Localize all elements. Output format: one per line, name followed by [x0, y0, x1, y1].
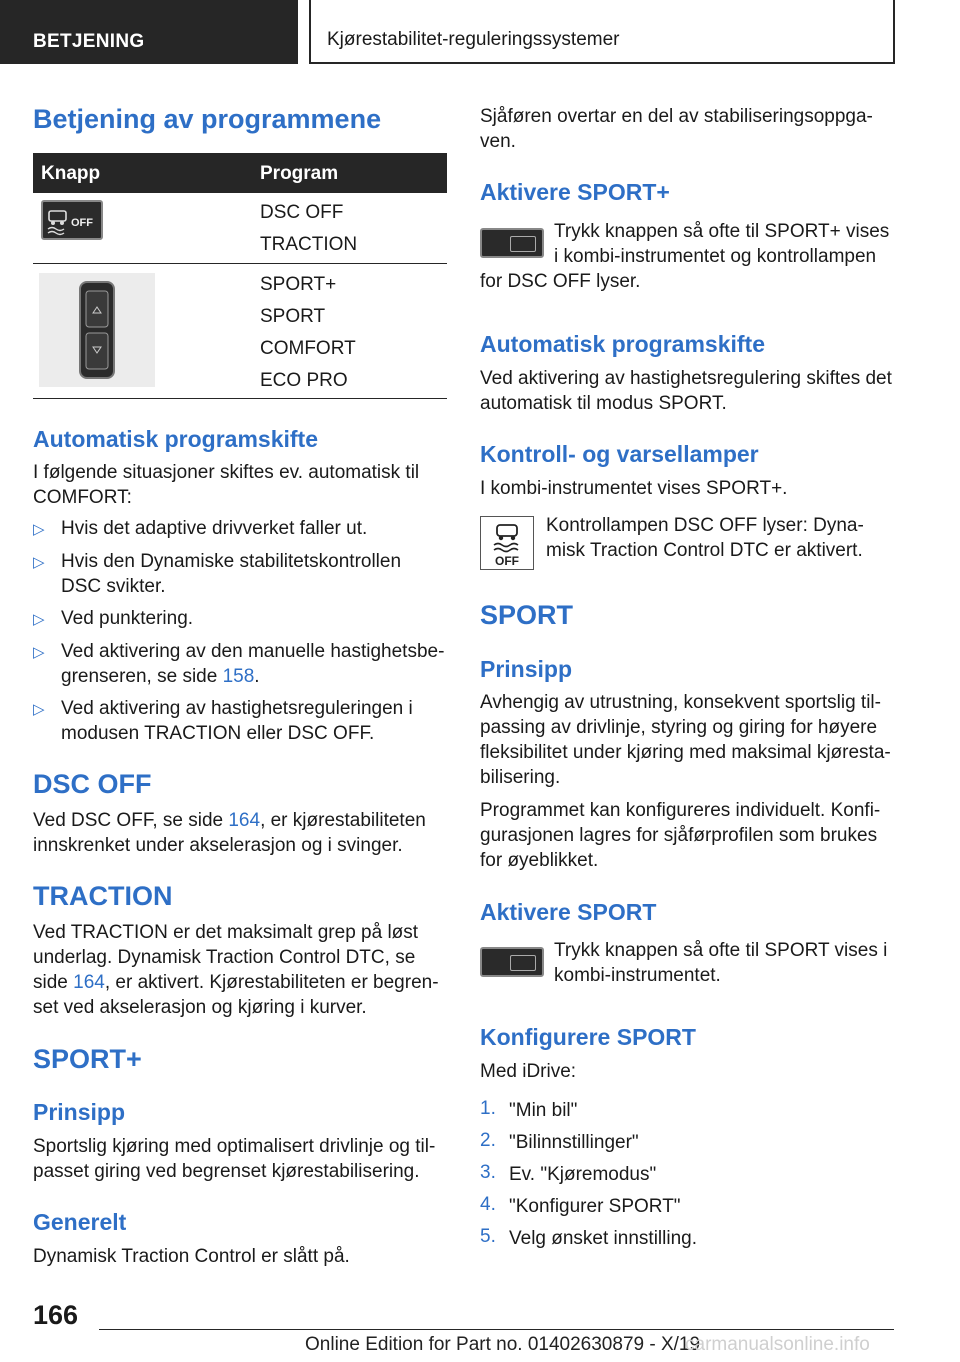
header-chapter: Kjørestabilitet-reguleringssystemer [309, 0, 895, 64]
list-item: Ved punktering. [61, 608, 194, 629]
auto-shift-intro-line2: COMFORT: [33, 487, 132, 508]
right-auto-shift-line2: automatisk til modus SPORT. [480, 393, 727, 414]
bullet-icon: ▷ [33, 554, 45, 571]
lamps-heading: Kontroll- og varsellamper [480, 441, 759, 467]
table-header-program: Program [260, 163, 339, 184]
sport-plus-general-line1: Dynamisk Traction Control er slått på. [33, 1246, 350, 1267]
dsc-off-text-line2: innskrenket under akselerasjon og i svinger. [33, 835, 403, 856]
footer-edition: Online Edition for Part no. 01402630879 - X/19 [305, 1334, 701, 1355]
sport-plus-general-heading: Generelt [33, 1209, 127, 1235]
rocker-switch-icon [79, 281, 115, 379]
page-number: 166 [33, 1300, 79, 1330]
list-item-continued: DSC svikter. [61, 576, 166, 597]
lamp-description-line2: misk Traction Control DTC er aktivert. [546, 540, 863, 561]
list-item: Ved aktivering av den manuelle hastighetsbe- [61, 641, 445, 662]
activate-sport-plus-line3: for DSC OFF lyser. [480, 271, 641, 292]
lamp-label: OFF [495, 554, 519, 568]
configure-sport-heading: Konfigurere SPORT [480, 1024, 696, 1050]
page-link-164[interactable]: 164 [228, 810, 261, 831]
table-header [33, 153, 447, 193]
sport-plus-principle-line2: passet giring ved begrenset kjørestabilisering. [33, 1161, 420, 1182]
step-number: 4. [480, 1194, 496, 1215]
program-eco-pro: ECO PRO [260, 370, 348, 391]
step-text: "Bilinnstillinger" [509, 1132, 639, 1153]
bullet-icon: ▷ [33, 644, 45, 661]
header-section: BETJENING [0, 0, 298, 64]
traction-text-line3 [33, 970, 439, 995]
paragraph-text: Ved DSC OFF, se side [33, 810, 229, 831]
sport-config-line2: gurasjonen lagres for sjåførprofilen som brukes [480, 825, 878, 846]
continued-text-line2: ven. [480, 131, 516, 152]
step-text: "Konfigurer SPORT" [509, 1196, 681, 1217]
paragraph-text: , er kjørestabiliteten [260, 810, 426, 831]
program-sport: SPORT [260, 306, 326, 327]
sport-principle-line2: passing av drivlinje, styring og giring for høyere [480, 717, 878, 738]
sport-plus-principle-line1: Sportslig kjøring med optimalisert drivlinje og til- [33, 1136, 436, 1157]
sport-heading: SPORT [480, 600, 574, 630]
activate-sport-plus-line2: i kombi-instrumentet og kontrollampen [554, 246, 877, 267]
list-item: Hvis den Dynamiske stabilitetskontrollen [61, 551, 402, 572]
list-text: grenseren, se side [61, 666, 223, 687]
sport-principle-heading: Prinsipp [480, 656, 573, 682]
dsc-off-heading: DSC OFF [33, 769, 152, 799]
table-bottom-rule [33, 398, 447, 399]
step-text: "Min bil" [509, 1100, 578, 1121]
continued-text-line1: Sjåføren overtar en del av stabiliseringsoppga- [480, 106, 873, 127]
mode-button-icon [480, 228, 544, 258]
sport-principle-line4: bilisering. [480, 767, 561, 788]
bullet-icon: ▷ [33, 701, 45, 718]
step-text: Velg ønsket innstilling. [509, 1228, 697, 1249]
dsc-off-button-icon [41, 200, 103, 240]
table-row-divider [33, 263, 447, 264]
traction-heading: TRACTION [33, 881, 173, 911]
page-link-164[interactable]: 164 [73, 972, 105, 993]
auto-shift-intro-line1: I følgende situasjoner skiftes ev. automatisk til [33, 462, 420, 483]
sport-plus-principle-heading: Prinsipp [33, 1099, 126, 1125]
auto-shift-heading: Automatisk programskifte [33, 426, 319, 452]
footer-watermark: carmanualsonline.info [685, 1334, 870, 1355]
program-dsc-off: DSC OFF [260, 202, 344, 223]
sport-principle-line1: Avhengig av utrustning, konsekvent sportslig til- [480, 692, 881, 713]
bullet-icon: ▷ [33, 611, 45, 628]
dsc-off-lamp-icon [480, 516, 534, 570]
table-header-button: Knapp [41, 163, 101, 184]
list-item-continued: modusen TRACTION eller DSC OFF. [61, 723, 375, 744]
page-link-158[interactable]: 158 [222, 666, 255, 687]
step-number: 1. [480, 1098, 496, 1119]
lamp-description-line1: Kontrollampen DSC OFF lyser: Dyna- [546, 515, 864, 536]
step-number: 3. [480, 1162, 496, 1183]
program-comfort: COMFORT [260, 338, 356, 359]
right-auto-shift-heading: Automatisk programskifte [480, 331, 766, 357]
step-number: 5. [480, 1226, 496, 1247]
traction-text-line2: underlag. Dynamisk Traction Control DTC, se [33, 947, 416, 968]
program-sport-plus: SPORT+ [260, 274, 337, 295]
dsc-off-text-line1 [33, 808, 426, 833]
sport-plus-heading: SPORT+ [33, 1044, 142, 1074]
list-item-continued [61, 664, 260, 689]
activate-sport-heading: Aktivere SPORT [480, 899, 657, 925]
bullet-icon: ▷ [33, 521, 45, 538]
traction-text-line1: Ved TRACTION er det maksimalt grep på løst [33, 922, 419, 943]
footer-rule [99, 1329, 894, 1330]
lamps-line1: I kombi-instrumentet vises SPORT+. [480, 478, 788, 499]
traction-text-line4: set ved akselerasjon og kjøring i kurver. [33, 997, 367, 1018]
step-number: 2. [480, 1130, 496, 1151]
activate-sport-plus-line1: Trykk knappen så ofte til SPORT+ vises [554, 221, 890, 242]
activate-sport-plus-heading: Aktivere SPORT+ [480, 179, 670, 205]
sport-principle-line3: fleksibilitet under kjøring med maksimal kjøresta- [480, 742, 891, 763]
sport-config-line3: for øyeblikket. [480, 850, 599, 871]
list-text: . [254, 666, 260, 687]
sport-config-line1: Programmet kan konfigureres individuelt. Konfi- [480, 800, 881, 821]
paragraph-text: side [33, 972, 74, 993]
list-item: Ved aktivering av hastighetsreguleringen i [61, 698, 413, 719]
rocker-switch-photo [39, 273, 155, 387]
svg-text:OFF: OFF [71, 217, 93, 229]
list-item: Hvis det adaptive drivverket faller ut. [61, 518, 368, 539]
configure-sport-intro: Med iDrive: [480, 1061, 577, 1082]
step-text: Ev. "Kjøremodus" [509, 1164, 657, 1185]
right-auto-shift-line1: Ved aktivering av hastighetsregulering skiftes det [480, 368, 892, 389]
paragraph-text: , er aktivert. Kjørestabiliteten er begren- [104, 972, 439, 993]
mode-button-icon [480, 947, 544, 977]
activate-sport-line2: kombi-instrumentet. [554, 965, 721, 986]
page-title: Betjening av programmene [33, 104, 382, 134]
program-traction: TRACTION [260, 234, 358, 255]
activate-sport-line1: Trykk knappen så ofte til SPORT vises i [554, 940, 888, 961]
